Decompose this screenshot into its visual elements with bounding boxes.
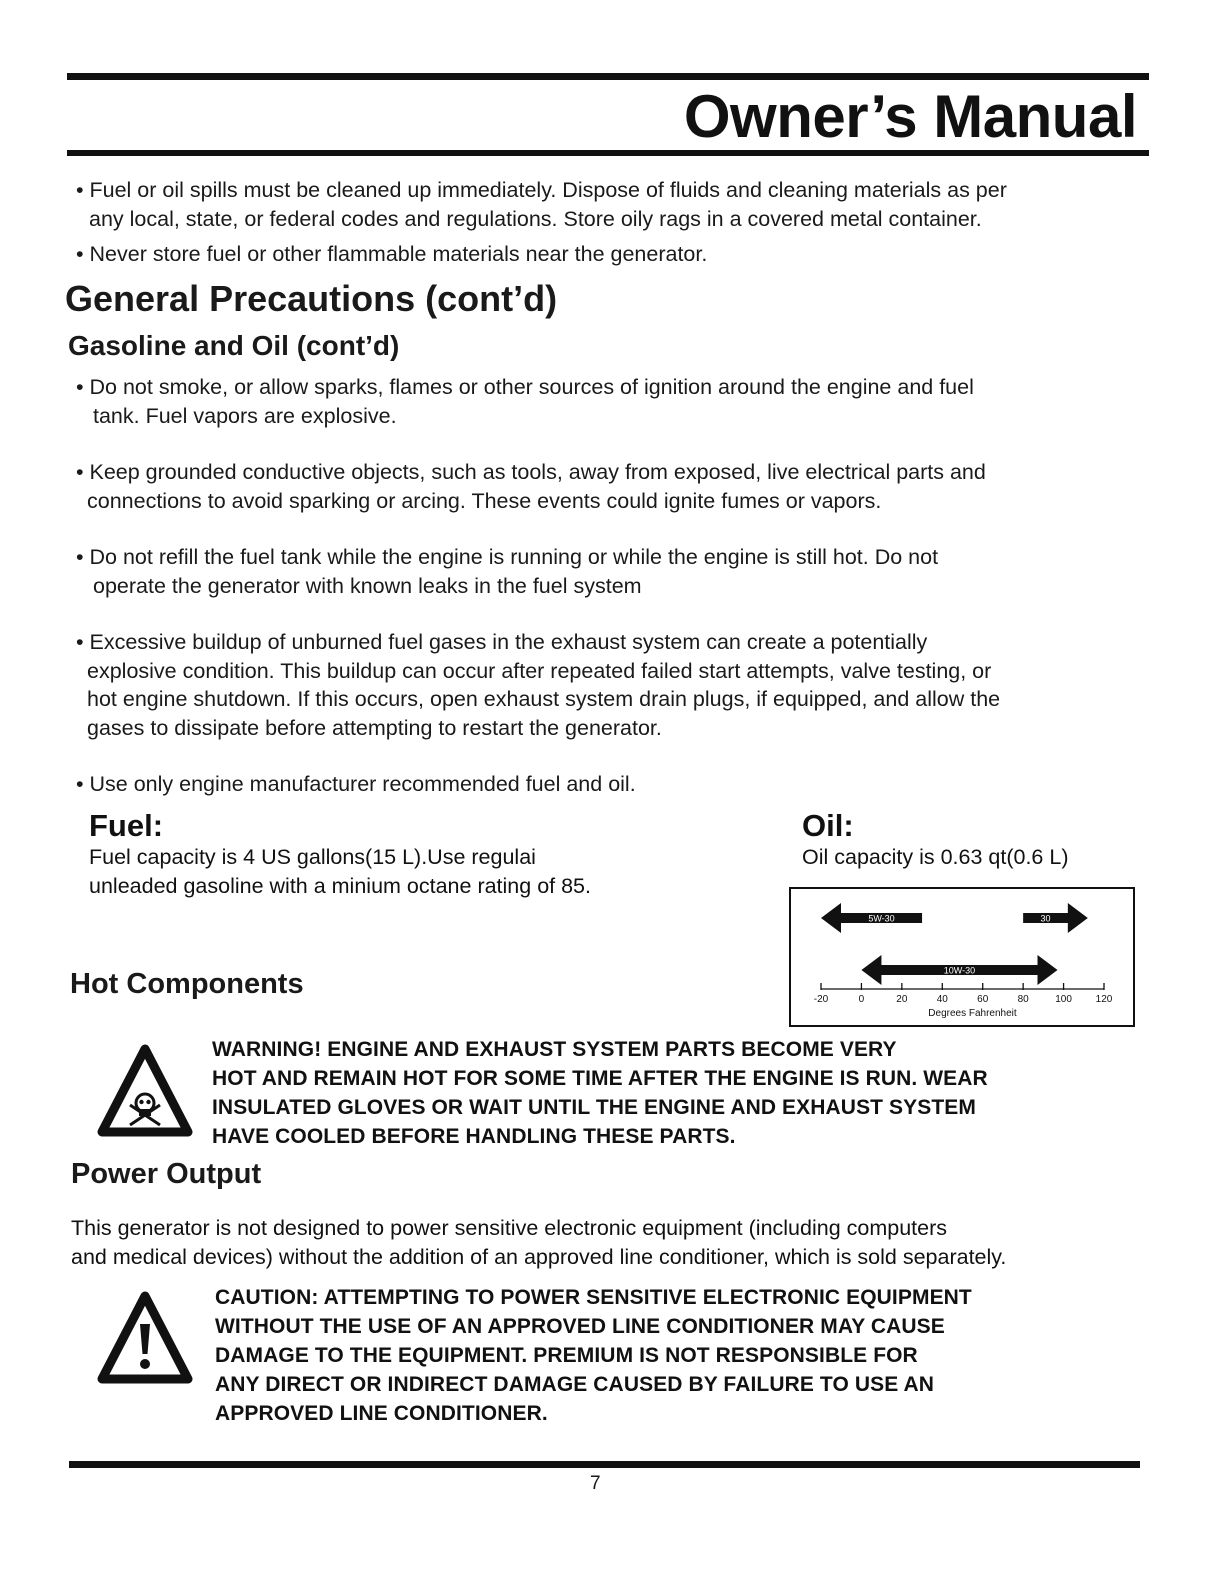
bullet-line: connections to avoid sparking or arcing. These events could ignite fumes or vapors. [87,488,882,513]
viscosity-label: 30 [1040,913,1051,924]
fuel-title: Fuel: [89,808,164,843]
section-subtitle: Gasoline and Oil (cont’d) [68,330,400,361]
axis-tick-label: 40 [936,994,948,1005]
gas-bullet-2 [76,458,986,515]
viscosity-range-5w-30 [821,903,922,933]
caution-line: ANY DIRECT OR INDIRECT DAMAGE CAUSED BY FAILURE TO USE AN [215,1373,934,1396]
intro-bullet-2 [76,240,707,269]
viscosity-arrow [1023,903,1088,933]
oil-capacity: Oil capacity is 0.63 qt(0.6 L) [802,845,1069,869]
bullet-line: hot engine shutdown. If this occurs, open exhaust system drain plugs, if equipped, and allow the [87,687,1001,711]
bullet-line: • Never store fuel or other flammable materials near the generator. [76,242,708,266]
warning-line: WARNING! ENGINE AND EXHAUST SYSTEM PARTS BECOME VERY [212,1038,897,1061]
bullet-line: • Excessive buildup of unburned fuel gases in the exhaust system can create a potentially [76,630,928,654]
section-title: General Precautions (cont’d) [65,278,558,319]
caution-exclamation-icon [96,1290,194,1386]
bullet-line: any local, state, or federal codes and regulations. Store oily rags in a covered metal container. [89,206,982,231]
fuel-text [89,843,591,900]
hot-components-title: Hot Components [70,968,304,1000]
bullet-line: tank. Fuel vapors are explosive. [93,403,397,428]
axis-tick-label: 60 [977,994,989,1005]
header-bottom-rule [67,150,1149,156]
caution-line: WITHOUT THE USE OF AN APPROVED LINE CONDITIONER MAY CAUSE [215,1315,945,1338]
fuel-line: Fuel capacity is 4 US gallons(15 L).Use regulai [89,845,536,869]
hot-warning-text [212,1035,988,1151]
axis-title: Degrees Fahrenheit [928,1008,1017,1019]
bullet-line: gases to dissipate before attempting to restart the generator. [87,715,662,740]
caution-line: CAUTION: ATTEMPTING TO POWER SENSITIVE ELECTRONIC EQUIPMENT [215,1286,972,1309]
axis-tick-label: -20 [813,994,829,1005]
gas-bullet-4 [76,628,1000,742]
caution-text [215,1283,972,1428]
axis-tick-label: 20 [896,994,908,1005]
intro-bullet-1 [76,176,1007,233]
power-output-body [71,1214,1006,1271]
warning-line: HAVE COOLED BEFORE HANDLING THESE PARTS. [212,1125,736,1148]
bullet-line: • Use only engine manufacturer recommended fuel and oil. [76,772,636,796]
page-number: 7 [590,1473,601,1494]
bullet-line: explosive condition. This buildup can occur after repeated failed start attempts, valve testing, or [87,658,992,683]
bullet-line: • Fuel or oil spills must be cleaned up immediately. Dispose of fluids and cleaning materials as per [76,178,1007,202]
warning-line: HOT AND REMAIN HOT FOR SOME TIME AFTER THE ENGINE IS RUN. WEAR [212,1067,988,1090]
bullet-line: operate the generator with known leaks in the fuel system [93,573,642,598]
axis-tick-label: 0 [858,994,865,1005]
gas-bullet-3 [76,543,938,600]
warning-line: INSULATED GLOVES OR WAIT UNTIL THE ENGINE AND EXHAUST SYSTEM [212,1096,976,1119]
oil-viscosity-chart-svg [791,889,1133,1025]
caution-line: APPROVED LINE CONDITIONER. [215,1402,548,1425]
oil-viscosity-chart [789,887,1135,1027]
caution-line: DAMAGE TO THE EQUIPMENT. PREMIUM IS NOT RESPONSIBLE FOR [215,1344,918,1367]
viscosity-range-10w-30 [861,955,1057,985]
header-top-rule [67,73,1149,80]
fuel-line: unleaded gasoline with a minium octane rating of 85. [89,873,591,898]
poison-warning-icon [96,1043,194,1139]
power-line: and medical devices) without the addition of an approved line conditioner, which is sold separately. [71,1244,1007,1269]
bullet-line: • Keep grounded conductive objects, such as tools, away from exposed, live electrical parts and [76,460,986,484]
viscosity-label: 5W-30 [868,913,895,924]
gas-bullet-5 [76,770,636,799]
power-line: This generator is not designed to power sensitive electronic equipment (including computers [71,1216,947,1240]
bullet-line: • Do not refill the fuel tank while the engine is running or while the engine is still hot. Do not [76,545,939,569]
page-title: Owner’s Manual [683,83,1137,150]
viscosity-label: 10W-30 [943,965,976,976]
bullet-line: • Do not smoke, or allow sparks, flames or other sources of ignition around the engine and fuel [76,375,974,399]
axis-tick-label: 100 [1055,994,1072,1005]
viscosity-range-30 [1023,903,1088,933]
footer-rule [69,1461,1140,1468]
axis-tick-label: 120 [1095,994,1113,1005]
axis-tick-label: 80 [1017,994,1029,1005]
gas-bullet-1 [76,373,974,430]
power-output-title: Power Output [71,1158,262,1190]
oil-title: Oil: [802,808,854,843]
